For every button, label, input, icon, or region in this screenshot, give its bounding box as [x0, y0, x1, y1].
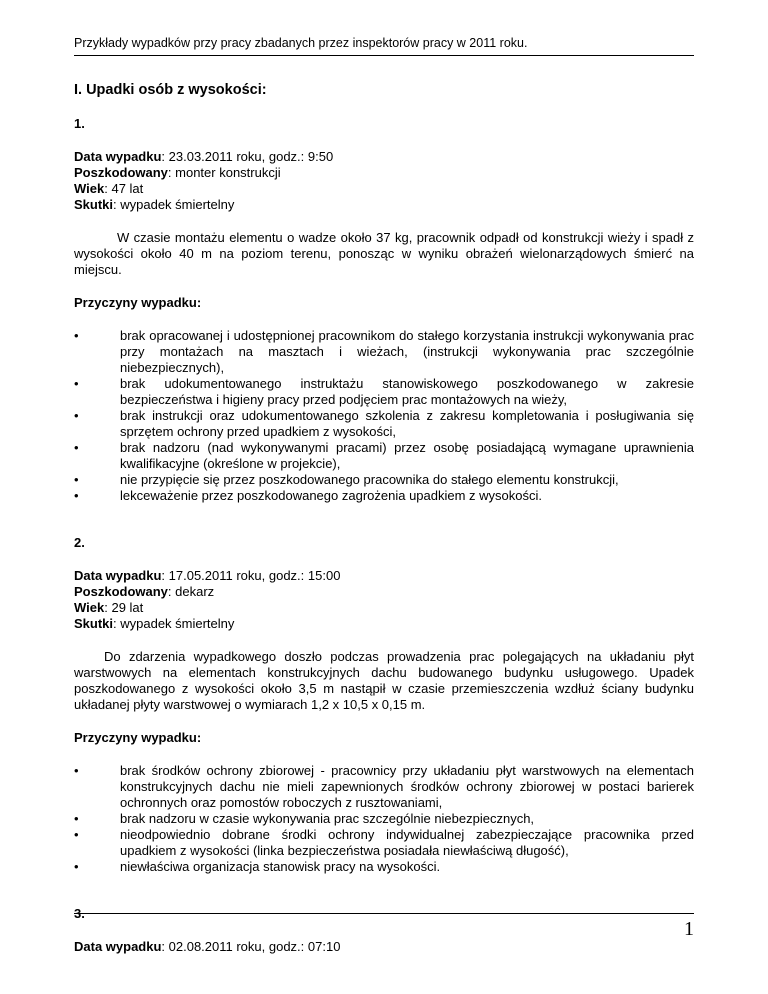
case-meta — [74, 568, 694, 632]
date-label: Data wypadku — [74, 568, 162, 583]
document-body — [74, 82, 694, 955]
effects-value: : wypadek śmiertelny — [113, 197, 235, 212]
cause-item: • nieodpowiednio dobrane środki ochrony indywidualnej zabezpieczające pracownika przed upadkiem z wysokości (linka bezpieczeństwa posiadała niewłaściwą długość), — [74, 827, 694, 859]
case-meta — [74, 149, 694, 213]
cause-item: • brak opracowanej i udostępnionej pracownikom do stałego korzystania instrukcji wykonywania prac przy montażach na masztach i wieżach, (instrukcji wykonywania prac szczególnie niebezpiecznych), — [74, 328, 694, 376]
cause-item: • brak instrukcji oraz udokumentowanego szkolenia z zakresu kompletowania i posługiwania się sprzętem ochrony przed upadkiem z wysokości, — [74, 408, 694, 440]
causes-title: Przyczyny wypadku: — [74, 730, 202, 745]
injured-label: Poszkodowany — [74, 165, 168, 180]
date-line — [74, 149, 694, 165]
age-label: Wiek — [74, 181, 105, 196]
section-title: I. Upadki osób z wysokości: — [74, 82, 267, 98]
age-line — [74, 600, 694, 616]
injured-value: : dekarz — [167, 584, 215, 599]
case-number: 1. — [74, 116, 85, 131]
case-number: 2. — [74, 535, 85, 550]
case-description: W czasie montażu elementu o wadze około 37 kg, pracownik odpadł od konstrukcji wieży i spadł z wysokości około 40 m na poziom terenu, ponosząc w wyniku obrażeń wielonarządowych śmierć na miejscu. — [74, 230, 694, 277]
injured-label: Poszkodowany — [74, 584, 168, 599]
causes-list — [74, 328, 694, 504]
effects-line — [74, 197, 694, 213]
cause-item: • niewłaściwa organizacja stanowisk pracy na wysokości. — [74, 859, 694, 875]
footer-rule — [74, 913, 694, 914]
causes-list — [74, 763, 694, 875]
effects-label: Skutki — [74, 197, 114, 212]
page-number: 1 — [684, 918, 694, 940]
age-label: Wiek — [74, 600, 105, 615]
case-number: 3. — [74, 906, 85, 921]
date-label: Data wypadku — [74, 939, 162, 954]
effects-value: : wypadek śmiertelny — [113, 616, 235, 631]
injured-line — [74, 584, 694, 600]
case-2 — [74, 535, 694, 875]
effects-label: Skutki — [74, 616, 114, 631]
date-label: Data wypadku — [74, 149, 162, 164]
effects-line — [74, 616, 694, 632]
injured-line — [74, 165, 694, 181]
causes-title: Przyczyny wypadku: — [74, 295, 202, 310]
age-line — [74, 181, 694, 197]
cause-item: • brak udokumentowanego instruktażu stanowiskowego poszkodowanego w zakresie bezpieczeństwa i higieny pracy przed podjęciem prac montażowych na wieży, — [74, 376, 694, 408]
injured-value: : monter konstrukcji — [167, 165, 281, 180]
date-value: : 02.08.2011 roku, godz.: 07:10 — [161, 939, 341, 954]
cause-item: • nie przypięcie się przez poszkodowanego pracownika do stałego elementu konstrukcji, — [74, 472, 694, 488]
date-value: : 17.05.2011 roku, godz.: 15:00 — [161, 568, 341, 583]
case-description: Do zdarzenia wypadkowego doszło podczas prowadzenia prac polegających na układaniu płyt warstwowych na elementach konstrukcyjnych dachu budowanego budynku usługowego. Upadek poszkodowanego z wysokości około 3,5 m nastąpił w czasie przemieszczenia wzdłuż ściany budynku układanej płyty warstwowej o wymiarach 1,2 x 10,5 x 0,15 m. — [74, 649, 694, 712]
page-header: Przykłady wypadków przy pracy zbadanych przez inspektorów pracy w 2011 roku. — [74, 36, 528, 50]
age-value: : 29 lat — [104, 600, 144, 615]
date-value: : 23.03.2011 roku, godz.: 9:50 — [161, 149, 334, 164]
case-meta — [74, 939, 694, 955]
cause-item: • brak środków ochrony zbiorowej - pracownicy przy układaniu płyt warstwowych na elementach konstrukcyjnych dachu nie mieli zapewnionych środków ochrony zbiorowej w postaci barierek ochronnych oraz pomostów roboczych z rusztowaniami, — [74, 763, 694, 811]
header-rule — [74, 55, 694, 56]
date-line — [74, 568, 694, 584]
cause-item: • brak nadzoru w czasie wykonywania prac szczególnie niebezpiecznych, — [74, 811, 694, 827]
date-line — [74, 939, 694, 955]
case-1 — [74, 116, 694, 504]
cause-item: • lekceważenie przez poszkodowanego zagrożenia upadkiem z wysokości. — [74, 488, 694, 504]
cause-item: • brak nadzoru (nad wykonywanymi pracami) przez osobę posiadającą wymagane uprawnienia kwalifikacyjne (określone w projekcie), — [74, 440, 694, 472]
age-value: : 47 lat — [104, 181, 144, 196]
